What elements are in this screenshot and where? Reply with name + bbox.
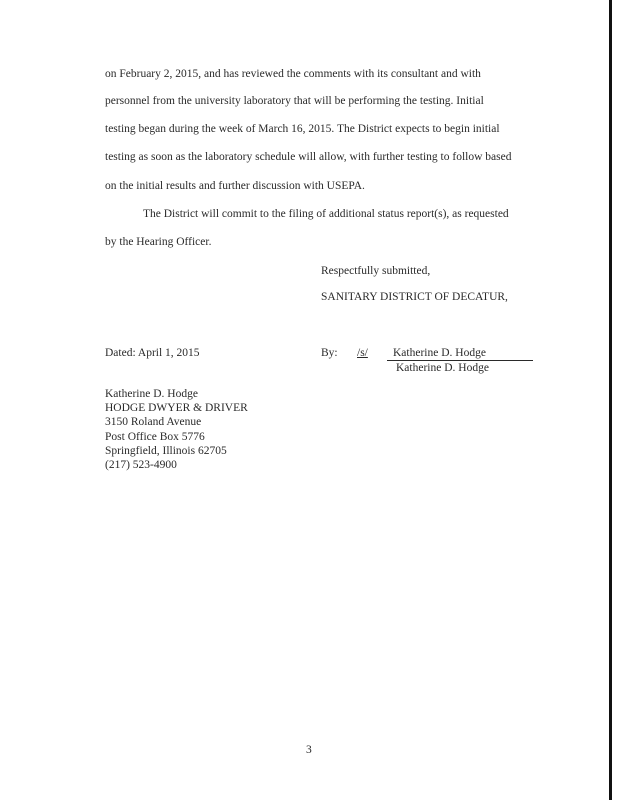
body-line: on February 2, 2015, and has reviewed the comments with its consultant and with xyxy=(105,68,481,80)
address-line: Springfield, Illinois 62705 xyxy=(105,444,227,457)
signature-printed-name: Katherine D. Hodge xyxy=(396,362,489,374)
closing-salutation: Respectfully submitted, xyxy=(321,265,431,277)
body-line: personnel from the university laboratory that will be performing the testing. Initial xyxy=(105,95,484,107)
signature-line: Katherine D. Hodge xyxy=(387,347,533,361)
date-line: Dated: April 1, 2015 xyxy=(105,347,200,359)
signature-block xyxy=(321,347,533,361)
body-line: on the initial results and further discussion with USEPA. xyxy=(105,180,365,192)
address-line: Post Office Box 5776 xyxy=(105,430,205,443)
body-line: testing as soon as the laboratory schedule will allow, with further testing to follow based xyxy=(105,151,512,163)
address-line: 3150 Roland Avenue xyxy=(105,416,202,429)
page-edge xyxy=(609,0,612,800)
signature-by-label: By: xyxy=(321,347,338,359)
body-line: The District will commit to the filing of additional status report(s), as requested xyxy=(143,208,509,220)
address-line: Katherine D. Hodge xyxy=(105,388,198,400)
page-number: 3 xyxy=(306,744,312,756)
attorney-address xyxy=(105,387,248,472)
body-line: by the Hearing Officer. xyxy=(105,236,212,248)
body-line: testing began during the week of March 16, 2015. The District expects to begin initial xyxy=(105,123,500,135)
signature-mark: /s/ xyxy=(357,347,368,359)
address-line: (217) 523-4900 xyxy=(105,459,177,472)
organization-name: SANITARY DISTRICT OF DECATUR, xyxy=(321,291,508,303)
address-line: HODGE DWYER & DRIVER xyxy=(105,402,248,415)
